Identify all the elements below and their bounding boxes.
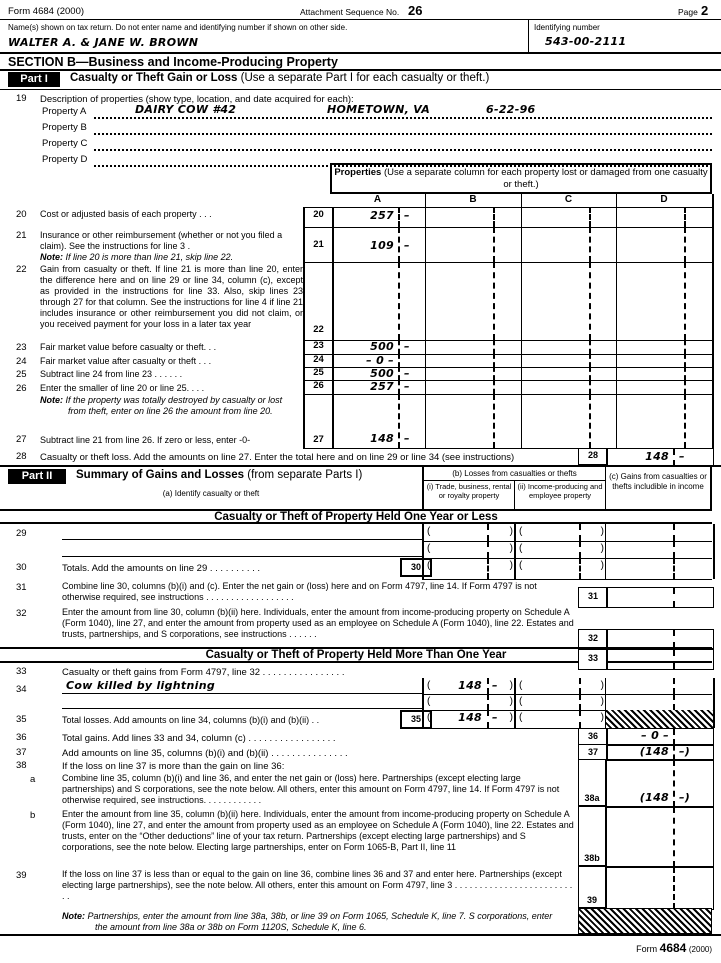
line20-box-number: 20 [303,207,334,227]
line27-value-a: 148 [370,432,394,445]
line25-value-a: 500 [370,367,394,380]
line27-cell-d[interactable] [616,394,714,448]
column-header-d: D [616,194,714,207]
line20-number: 20 [16,209,27,220]
line33-value-cell[interactable] [606,649,714,670]
line30-cell-bii[interactable]: ( ) [514,558,607,579]
line29-1-cell-bii[interactable]: ( ) [514,524,607,541]
section-b-title: SECTION B—Business and Income-Producing Property [8,55,338,69]
bar-more-than-one-year: Casualty or Theft of Property Held More Than One Year [0,647,712,663]
line39-text: If the loss on line 37 is less than or equal to the gain on line 36, combine lines 36 and 37 and enter here. Partnerships (except electing large partnerships), see the note below. All others, enter this amount on Form 4797, line 3 . . . . . . . . . . . . . . . . . . . . . . . . . . [62,869,573,901]
line39-number: 39 [16,870,27,881]
line29-entry-1[interactable] [62,524,422,540]
line23-cell-a[interactable] [330,340,426,354]
line26-note: Note: If the property was totally destroyed by casualty or lost from theft, enter on line 26 the amount from line 20. [40,395,283,416]
column-header-b-ii: (ii) Income-producing and employee property [514,481,605,509]
line38a-value-cell[interactable] [606,759,714,808]
line37-cents: –) [679,745,691,758]
line38b-box-cell: 38b [578,806,606,866]
line21-cell-a[interactable] [330,227,426,262]
line25-box-number: 25 [303,367,334,380]
line25-cell-c[interactable] [521,367,617,380]
line28-number: 28 [16,451,27,462]
footer-form-id: Form 4684 (2000) [636,941,712,955]
column-header-b: (b) Losses from casualties or thefts [422,465,605,481]
property-b-label: Property B [42,122,87,133]
divider [528,19,529,52]
line20-cents-a: – [404,209,410,222]
line25-text: Subtract line 24 from line 23 . . . . . . [40,369,183,379]
line24-box-number: 24 [303,354,334,367]
page-label: Page [678,7,698,17]
grid-row-22 [303,262,712,341]
line21-cents-a: – [404,239,410,252]
line30-text: Totals. Add the amounts on line 29 . . . . . . . . . . [62,563,261,574]
line29-cells-2 [422,541,712,559]
property-c-label: Property C [42,138,88,149]
line30-cell-bi[interactable]: ( ) [422,558,516,579]
column-header-a: A [330,194,426,207]
name-label: Name(s) shown on tax return. Do not enter name and identifying number if shown on other side. [8,23,348,32]
grid-row-25 [303,367,712,381]
line27-number: 27 [16,434,27,445]
line34-entry-1-line[interactable] [62,678,422,694]
line35-cell-bi[interactable]: ( 148 – ) [422,710,516,728]
line38a-text: Combine line 35, column (b)(i) and line 36, and enter the net gain or (loss) here. Partnerships (except electing large partnerships) and S corporations, see the note below. All others, enter this amount on Form 4797, line 14. If Form 4797 is not otherwise required, see instructions. . . . . . . . . . . . [62,773,560,805]
line21-cell-c[interactable] [521,227,617,262]
line37-number: 37 [16,747,27,758]
column-header-c: C [521,194,617,207]
property-b-line[interactable] [94,120,712,135]
line23-cents-a: – [404,340,410,353]
line22-text: Gain from casualty or theft. If line 21 is more than line 20, enter the difference here and on line 29 or line 34, column (c), except as provided in the instructions for line 33. Also, skip lines 23 through 27 for that column. See the instructions for line 4 if line 21 includes insurance or other reimbursement you did not claim, or you received payment for your loss in a later tax year [40,264,303,329]
line34-entry-1-field[interactable]: Cow killed by lightning [66,679,215,692]
part2-chip: Part II [8,469,66,484]
line20-cell-b[interactable] [425,207,522,227]
line20-cell-c[interactable] [521,207,617,227]
line34-number: 34 [16,684,27,695]
divider [0,934,721,936]
taxpayer-name-field[interactable]: WALTER A. & JANE W. BROWN [8,36,199,49]
line35-cell-c-hatched [605,710,715,728]
line26-cents-a: – [404,380,410,393]
line31-text: Combine line 30, columns (b)(i) and (c). Enter the net gain or (loss) here and on Form 4797, line 14. If Form 4797 is not otherwise required, see instructions . . . . . . . . . . . . . . . . . . [62,581,537,602]
line29-2-cell-c[interactable] [605,541,715,558]
line28-value: 148 [645,450,669,463]
line21-number: 21 [16,230,27,241]
page-number: 2 [701,3,709,18]
divider [0,69,721,71]
line35-cell-bii[interactable]: ( ) [514,710,607,728]
line33-number: 33 [16,666,27,677]
form-id: Form 4684 (2000) [8,6,85,17]
line38a-value: (148 [639,791,669,804]
property-a-type-field[interactable]: DAIRY COW #42 [135,103,237,116]
line32-box: 32 [578,629,608,649]
line30-cell-c[interactable] [605,558,715,579]
line21-cell-b[interactable] [425,227,522,262]
property-a-location-field[interactable]: HOMETOWN, VA [327,103,431,116]
line23-cell-c[interactable] [521,340,617,354]
grid-row-21 [303,227,712,263]
line29-cells-1 [422,524,712,542]
line34-2-cell-c[interactable] [605,694,715,710]
part2-subtitle: (from separate Parts I) [247,469,363,481]
line21-cell-d[interactable] [616,227,714,262]
column-header-b-i: (i) Trade, business, rental or royalty property [422,481,514,509]
properties-header-title: Properties [334,167,382,178]
property-a-label: Property A [42,106,87,117]
line24-number: 24 [16,356,27,367]
line29-1-cell-bi[interactable]: ( ) [422,524,516,541]
line33-box: 33 [578,649,608,670]
property-c-line[interactable] [94,136,712,151]
line24-cell-d[interactable] [616,354,714,367]
grid-row-24 [303,354,712,368]
line27-text: Subtract line 21 from line 26. If zero or less, enter -0- [40,435,251,445]
line24-value-a: – 0 – [366,354,394,367]
line29-number: 29 [16,528,27,539]
line20-cell-d[interactable] [616,207,714,227]
line25-cell-d[interactable] [616,367,714,380]
bar-one-year-or-less: Casualty or Theft of Property Held One Year or Less [0,509,712,524]
line22-cell-a[interactable] [330,262,426,340]
part1-subtitle: (Use a separate Part I for each casualty or theft.) [240,72,490,84]
line32-number: 32 [16,608,27,619]
line27-cell-c[interactable] [521,394,617,448]
part1-chip: Part I [8,72,60,87]
line21-value-a: 109 [370,239,394,252]
line38-number: 38 [16,760,27,771]
attachment-sequence-label: Attachment Sequence No. [300,7,400,17]
line35-cells [422,710,712,729]
line21-note: Note: If line 20 is more than line 21, skip line 22. [40,252,234,262]
line35-number: 35 [16,714,27,725]
line22-cell-b[interactable] [425,262,522,340]
line25-number: 25 [16,369,27,380]
line28-cents: – [679,450,685,463]
line20-value-a: 257 [370,209,394,222]
line36-value: – 0 – [641,729,669,742]
grid-row-27 [303,394,712,449]
line34-1-cell-c[interactable] [605,678,715,694]
line24-text: Fair market value after casualty or theft . . . [40,356,212,366]
line21-text: Insurance or other reimbursement (whether or not you filed a claim). See the instructions for line 3 . [40,230,283,251]
line34-2-cell-bii[interactable]: ( ) [514,694,607,710]
line31-value-cell[interactable] [606,587,714,608]
part1-title: Casualty or Theft Gain or Loss [70,72,238,84]
line34-1-cell-bi[interactable]: ( 148 – ) [422,678,516,694]
line31-box: 31 [578,587,608,608]
line36-box: 36 [578,728,608,745]
line19-label: Description of properties (show type, location, and date acquired for each): [40,94,354,105]
line27-cell-b[interactable] [425,394,522,448]
line38-text: If the loss on line 37 is more than the gain on line 36: [62,761,285,772]
line27-box-number: 27 [303,394,334,448]
line22-number: 22 [16,264,27,275]
property-d-label: Property D [42,154,88,165]
line27-cents-a: – [404,432,410,445]
line35-text: Total losses. Add amounts on line 34, columns (b)(i) and (b)(ii) . . [62,715,320,725]
line35-box: 35 [400,710,432,729]
line25-cell-b[interactable] [425,367,522,380]
line34-entry-2-line[interactable] [62,694,422,709]
line38b-number: b [30,810,36,821]
line24-cell-a[interactable] [330,354,426,367]
line26-cell-c[interactable] [521,380,617,394]
grid-row-20 [303,207,712,228]
line27-cell-a[interactable] [330,394,426,448]
line19-number: 19 [16,93,27,104]
line25-cents-a: – [404,367,410,380]
attachment-sequence-number: 26 [408,3,423,18]
line26-box-number: 26 [303,380,334,394]
property-a-date-field[interactable]: 6-22-96 [486,103,536,116]
line36-number: 36 [16,732,27,743]
line26-number: 26 [16,383,27,394]
divider [0,89,721,90]
part2-title: Summary of Gains and Losses [76,469,245,481]
identifying-number-field[interactable]: 543-00-2111 [545,35,627,48]
line21-box-number: 21 [303,227,334,262]
line38b-value-cell[interactable] [606,806,714,868]
hatched-area [578,908,712,934]
divider [0,19,721,20]
line34-cells-1 [422,678,712,695]
line22-box-number: 22 [303,262,334,340]
grid-row-26 [303,380,712,395]
line36-text: Total gains. Add lines 33 and 34, column (c) . . . . . . . . . . . . . . . . . [62,733,336,744]
column-header-c: (c) Gains from casualties or thefts includible in income [605,465,712,509]
line34-bi-cents: – [492,679,498,692]
line24-cell-b[interactable] [425,354,522,367]
divider [0,52,721,54]
properties-header-note: (Use a separate column for each property lost or damaged from one casualty or theft.) [383,167,708,190]
line29-1-cell-c[interactable] [605,524,715,541]
line32-value-cell[interactable] [606,629,714,649]
line39-value-cell[interactable] [606,866,714,910]
line33-text: Casualty or theft gains from Form 4797, line 32 . . . . . . . . . . . . . . . . [62,667,345,678]
bottom-note: Note: Partnerships, enter the amount from line 38a, 38b, or line 39 on Form 1065, Schedule K, line 7. S corporations, enter the amount from line 38a or 38b on Form 1120S, Schedule K, line 6. [62,911,553,932]
line38a-box-cell: 38a [578,759,606,806]
line22-cell-c[interactable] [521,262,617,340]
line37-box: 37 [578,744,608,760]
line38a-number: a [30,774,36,785]
line23-value-a: 500 [370,340,394,353]
line26-value-a: 257 [370,380,394,393]
line38a-cents: –) [679,791,691,804]
line35-bi-value: 148 [458,711,482,724]
line32-text: Enter the amount from line 30, column (b)(ii) here. Individuals, enter the amount from income-producing property on Schedule A (Form 1040), line 27, and enter the amount from property used as an employee on Schedule A (Form 1040), line 22. Estates and trusts, partnerships, and S corporations, see instructions . . . . . . [62,607,574,639]
properties-table-header [330,163,712,194]
line30-cells [422,558,712,580]
identifying-number-label: Identifying number [534,23,600,32]
line20-cell-a[interactable] [330,207,426,227]
line28-box: 28 [578,448,608,465]
line25-cell-a[interactable] [330,367,426,380]
line26-cell-a[interactable] [330,380,426,394]
line38b-text: Enter the amount from line 35, column (b)(ii) here. Individuals, enter the amount from income-producing property on Schedule A (Form 1040), line 27, and enter the amount from property used as an employee on Schedule A (Form 1040), line 22. Estates and trusts, enter on the “Other deductions” line of your tax return. Partnerships (except electing large partnerships) and S corporations, see the note below. Electing large partnerships, enter on Form 1065-B, Part II, line 11 [62,809,574,852]
line23-box-number: 23 [303,340,334,354]
line31-number: 31 [16,582,27,593]
line29-entry-2[interactable] [62,541,422,557]
line29-2-cell-bii[interactable]: ( ) [514,541,607,558]
line34-1-cell-bii[interactable]: ( ) [514,678,607,694]
column-header-a: (a) Identify casualty or theft [162,489,260,498]
line23-number: 23 [16,342,27,353]
line26-text: Enter the smaller of line 20 or line 25. . . . [40,383,205,393]
line30-number: 30 [16,562,27,573]
line26-cell-b[interactable] [425,380,522,394]
line23-cell-d[interactable] [616,340,714,354]
line34-2-cell-bi[interactable]: ( ) [422,694,516,710]
line24-cell-c[interactable] [521,354,617,367]
column-header-b: B [425,194,522,207]
grid-row-23 [303,340,712,355]
line37-text: Add amounts on line 35, columns (b)(i) and (b)(ii) . . . . . . . . . . . . . . . [62,748,348,759]
line26-cell-d[interactable] [616,380,714,394]
line23-text: Fair market value before casualty or theft. . . [40,342,217,352]
line35-bi-cents: – [492,711,498,724]
line34-cells-2 [422,694,712,711]
line20-text: Cost or adjusted basis of each property . . . [40,209,212,219]
line28-text: Casualty or theft loss. Add the amounts on line 27. Enter the total here and on line 29 or line 34 (see instructions) [40,452,515,463]
line23-cell-b[interactable] [425,340,522,354]
line37-value: (148 [639,745,669,758]
line34-bi-value: 148 [458,679,482,692]
line29-2-cell-bi[interactable]: ( ) [422,541,516,558]
line30-box: 30 [400,558,432,577]
line39-box-cell: 39 [578,866,606,908]
line22-cell-d[interactable] [616,262,714,340]
